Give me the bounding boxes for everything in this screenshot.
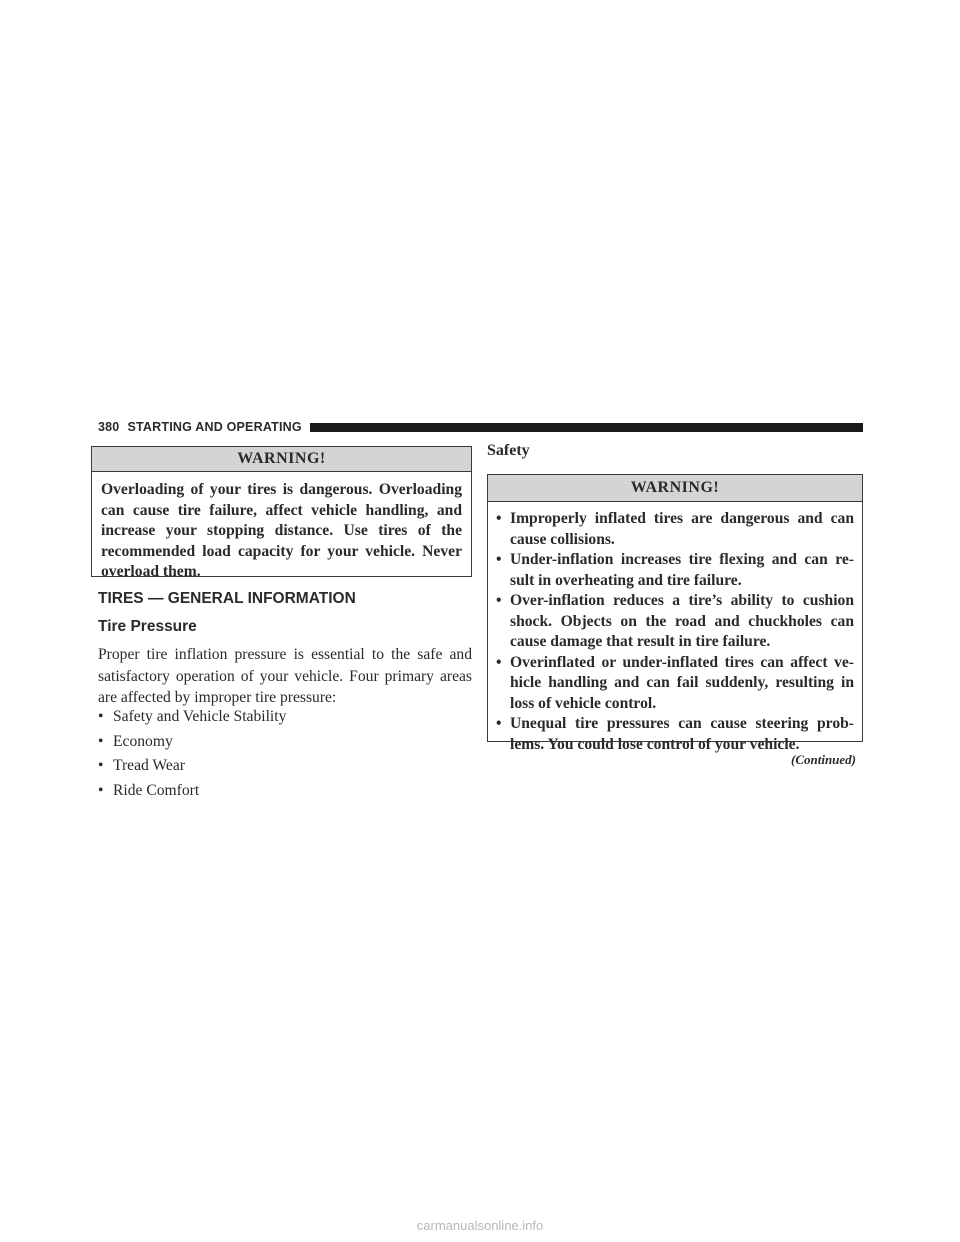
affected-areas-list <box>98 705 286 803</box>
subheading-tire-pressure: Tire Pressure <box>98 618 197 635</box>
section-title: STARTING AND OPERATING <box>127 420 302 434</box>
continued-label: (Continued) <box>790 752 856 767</box>
list-item: • Economy <box>98 730 286 755</box>
warning-title: WARNING! <box>92 447 471 472</box>
section-heading: TIRES — GENERAL INFORMATION <box>98 590 356 607</box>
warning-title: WARNING! <box>488 475 862 502</box>
warning-item: • Unequal tire pressures can cause steering prob- lems. You could lose control of your vehicle. <box>496 714 854 755</box>
warning-body <box>488 502 862 755</box>
list-item: • Tread Wear <box>98 754 286 779</box>
warning-text: Overloading of your tires is dangerous. Overloading can cause tire failure, affect vehicle handling, and increase your stopping distance. Use tires of the recommended load capacity for your vehicle. Never overload them. <box>101 481 462 580</box>
warning-item: • Overinflated or under-inflated tires can affect ve- hicle handling and can fail suddenly, resulting in loss of vehicle control. <box>496 653 854 715</box>
safety-heading: Safety <box>487 442 530 459</box>
warning-item: • Under-inflation increases tire flexing and can re- sult in overheating and tire failure. <box>496 550 854 591</box>
list-item: • Safety and Vehicle Stability <box>98 705 286 730</box>
watermark: carmanualsonline.info <box>416 1218 544 1233</box>
body-paragraph: Proper tire inflation pressure is essential to the safe and satisfactory operation of your vehicle. Four primary areas are affected by improper tire pressure: <box>98 646 472 706</box>
warning-box-overloading <box>91 446 472 580</box>
warning-item: • Over-inflation reduces a tire’s ability to cushion shock. Objects on the road and chuckholes can cause damage that result in tire failure. <box>496 591 854 653</box>
warning-item: • Improperly inflated tires are dangerous and can cause collisions. <box>496 509 854 550</box>
page-header <box>98 419 863 435</box>
page-number: 380 <box>98 420 120 434</box>
list-item: • Ride Comfort <box>98 779 286 804</box>
warning-box-inflation <box>487 474 863 753</box>
warning-list <box>496 509 854 755</box>
header-rule <box>310 423 863 432</box>
